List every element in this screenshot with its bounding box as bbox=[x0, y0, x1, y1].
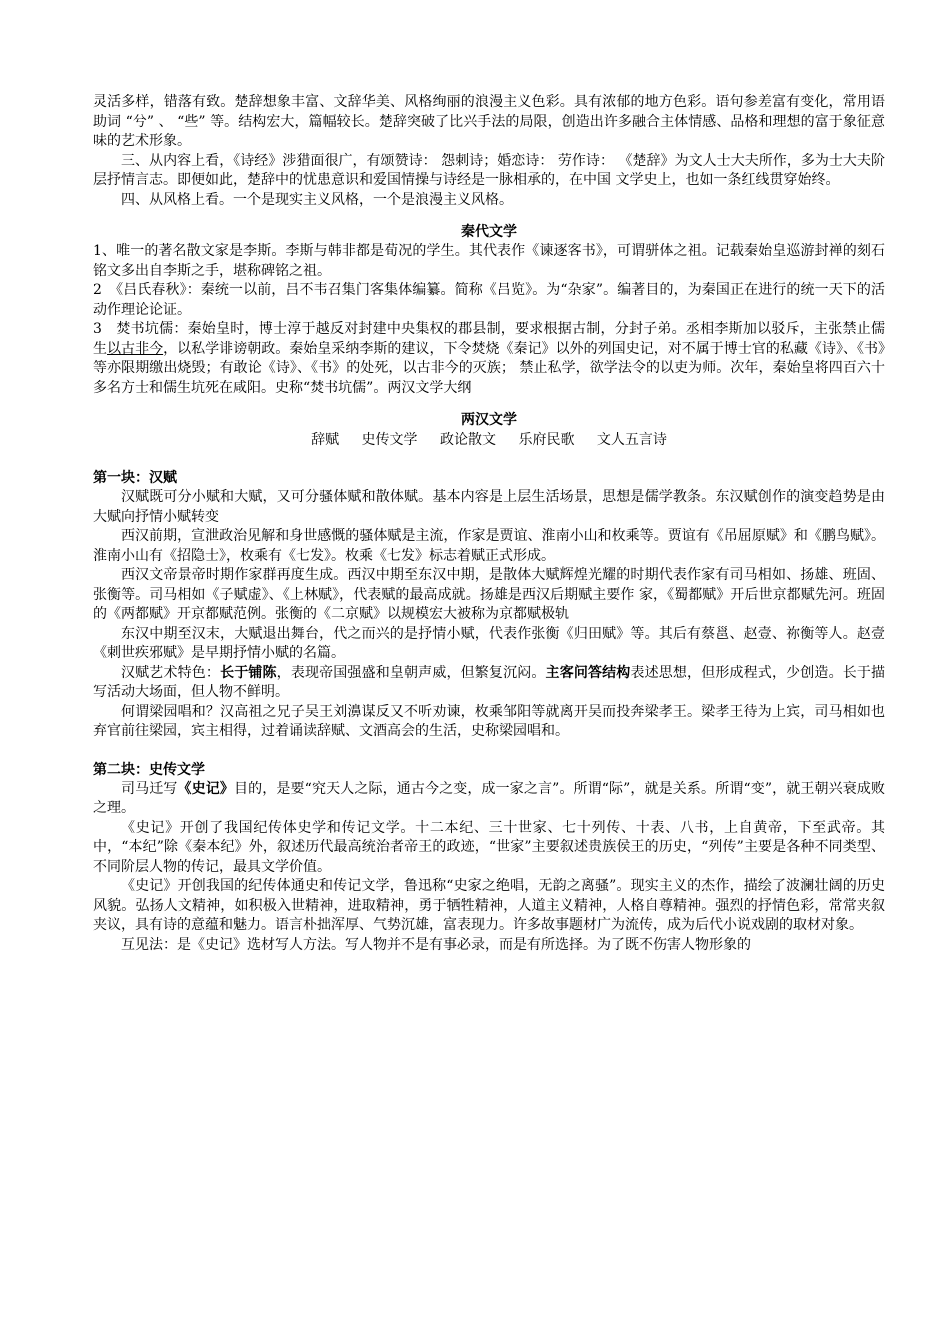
text-run: 3 焚书坑儒：秦始皇时，博士淳于越反对封建中央集权的郡县制，要求根据古制，分封子弟。丞相李斯加以驳斥，主张禁止儒生 bbox=[93, 321, 885, 357]
block2-paragraph: 互见法：是《史记》选材写人方法。写人物并不是有事必录，而是有所选择。为了既不伤害人物形象的 bbox=[121, 936, 751, 953]
block2-paragraph: 《史记》开创了我国纪传体史学和传记文学。十二本纪、三十世家、七十列传、十表、八书，上自黄帝，下至武帝。其中，“本纪”除《秦本纪》外，叙述历代最高统治者帝王的政迹，“世家”主要叙述贵族侯王的历史，“列传”主要是各种不同类型、不同阶层人物的传记，最具文学价值。 bbox=[93, 819, 885, 875]
genre-item: 史传文学 bbox=[361, 432, 418, 448]
block2-paragraph bbox=[93, 780, 885, 819]
text-run: 表述思想，但形成程式，少创造。长于描写活动大场面，但人物不鲜明。 bbox=[93, 664, 886, 700]
genre-item: 文人五言诗 bbox=[596, 432, 667, 448]
text-run: ，以私学诽谤朝政。秦始皇采纳李斯的建议，下令焚烧《秦记》以外的列国史记，对不属于博士官的私藏《诗》、《书》等亦限期缴出烧毁；有敢论《诗》、《书》的处死，以古非今的灭族； 禁止私学，欲学法令的以吏为师。次年，秦始皇将四百六十多名方士和儒生坑死在咸阳。史称“焚书坑儒”。两汉文学大纲 bbox=[93, 340, 886, 396]
bold-term: 长于铺陈 bbox=[220, 664, 277, 681]
intro-paragraph: 三、从内容上看，《诗经》涉猎面很广，有颂赞诗： 怨刺诗；婚恋诗： 劳作诗： 《楚辞》为文人士大夫所作，多为士大夫阶层抒情言志。即便如此，楚辞中的忧患意识和爱国情操与诗经是一脉相承的，在中国 文学史上，也如一条红线贯穿始终。 bbox=[93, 152, 885, 188]
block1-paragraph: 东汉中期至汉末，大赋退出舞台，代之而兴的是抒情小赋，代表作张衡《归田赋》等。其后有蔡邕、赵壹、祢衡等人。赵壹《刺世疾邪赋》是早期抒情小赋的名篇。 bbox=[93, 625, 885, 661]
underlined-term: 以古非今 bbox=[107, 340, 164, 357]
block1-title: 第一块：汉赋 bbox=[93, 470, 177, 486]
block1-paragraph: 西汉前期，宣泄政治见解和身世感慨的骚体赋是主流，作家是贾谊、淮南小山和枚乘等。贾谊有《吊屈原赋》和《鹏鸟赋》。淮南小山有《招隐士》，枚乘有《七发》。枚乘《七发》标志着赋正式形成。 bbox=[93, 528, 885, 564]
qin-paragraph: 1、唯一的著名散文家是李斯。李斯与韩非都是荀况的学生。其代表作《谏逐客书》，可谓骈体之祖。记载秦始皇巡游封禅的刻石铭文多出自李斯之手，堪称碑铭之祖。 bbox=[93, 243, 885, 279]
genre-list bbox=[93, 430, 885, 450]
qin-section-title: 秦代文学 bbox=[461, 224, 517, 240]
block1-paragraph bbox=[93, 664, 885, 703]
block1-paragraph: 西汉文帝景帝时期作家群再度生成。西汉中期至东汉中期，是散体大赋辉煌光耀的时期代表作家有司马相如、扬雄、班固、张衡等。司马相如《子赋虚》、《上林赋》，代表赋的最高成就。扬雄是西汉后期赋主要作 家，《蜀都赋》开后世京都赋先河。班固的《两都赋》开京都赋范例。张衡的《二京赋》以规模宏大被称为京都赋极轨 bbox=[93, 567, 885, 622]
document-page bbox=[93, 93, 885, 955]
intro-paragraph: 灵活多样，错落有致。楚辞想象丰富、文辞华美、风格绚丽的浪漫主义色彩。具有浓郁的地方色彩。语句参差富有变化，常用语助词 “兮” 、 “些” 等。结构宏大，篇幅较长。楚辞突破了比兴手法的局限，创造出许多融合主体情感、品格和理想的富于象征意味的艺术形象。 bbox=[93, 94, 885, 149]
bold-term: 《史记》 bbox=[177, 780, 235, 797]
text-run: 汉赋艺术特色： bbox=[121, 664, 221, 681]
block2-paragraph: 《史记》开创我国的纪传体通史和传记文学，鲁迅称“史家之绝唱，无韵之离骚”。现实主义的杰作，描绘了波澜壮阔的历史风貌。弘扬人文精神，如积极入世精神，进取精神，勇于牺牲精神，人道主义精神，人格自尊精神。强烈的抒情色彩，常常夹叙夹议，具有诗的意蕴和魅力。语言朴拙浑厚、气势沉雄，富表现力。许多故事题材广为流传，成为后代小说戏剧的取材对象。 bbox=[93, 878, 885, 933]
genre-item: 乐府民歌 bbox=[518, 432, 575, 448]
qin-paragraph: 2 《吕氏春秋》：秦统一以前，吕不韦召集门客集体编纂。简称《吕览》。为“杂家”。编著目的，为秦国正在进行的统一天下的活动作理论论证。 bbox=[93, 282, 885, 318]
text-run: ，表现帝国强盛和皇朝声威，但繁复沉闷。 bbox=[276, 664, 546, 681]
block1-paragraph: 何谓梁园唱和？汉高祖之兄子吴王刘濞谋反又不听劝谏，枚乘邹阳等就离开吴而投奔梁孝王。梁孝王待为上宾，司马相如也弃官前往梁园，宾主相得，过着诵读辞赋、文酒高会的生活，史称梁园唱和。 bbox=[93, 703, 885, 739]
genre-item: 政论散文 bbox=[440, 432, 496, 448]
bold-term: 主客问答结构 bbox=[545, 664, 631, 681]
han-section-title: 两汉文学 bbox=[461, 412, 517, 428]
genre-item: 辞赋 bbox=[311, 432, 340, 448]
text-run: 司马迁写 bbox=[121, 780, 178, 797]
qin-paragraph bbox=[93, 320, 885, 398]
block2-title: 第二块：史传文学 bbox=[93, 761, 205, 778]
intro-paragraph: 四、从风格上看。一个是现实主义风格，一个是浪漫主义风格。 bbox=[121, 191, 513, 208]
text-run: 目的，是要“究天人之际，通古今之变，成一家之言”。所谓“际”，就是关系。所谓“变”，就王朝兴衰成败之理。 bbox=[93, 780, 886, 816]
block1-paragraph: 汉赋既可分小赋和大赋，又可分骚体赋和散体赋。基本内容是上层生活场景，思想是儒学教条。东汉赋创作的演变趋势是由大赋向抒情小赋转变 bbox=[93, 489, 885, 525]
